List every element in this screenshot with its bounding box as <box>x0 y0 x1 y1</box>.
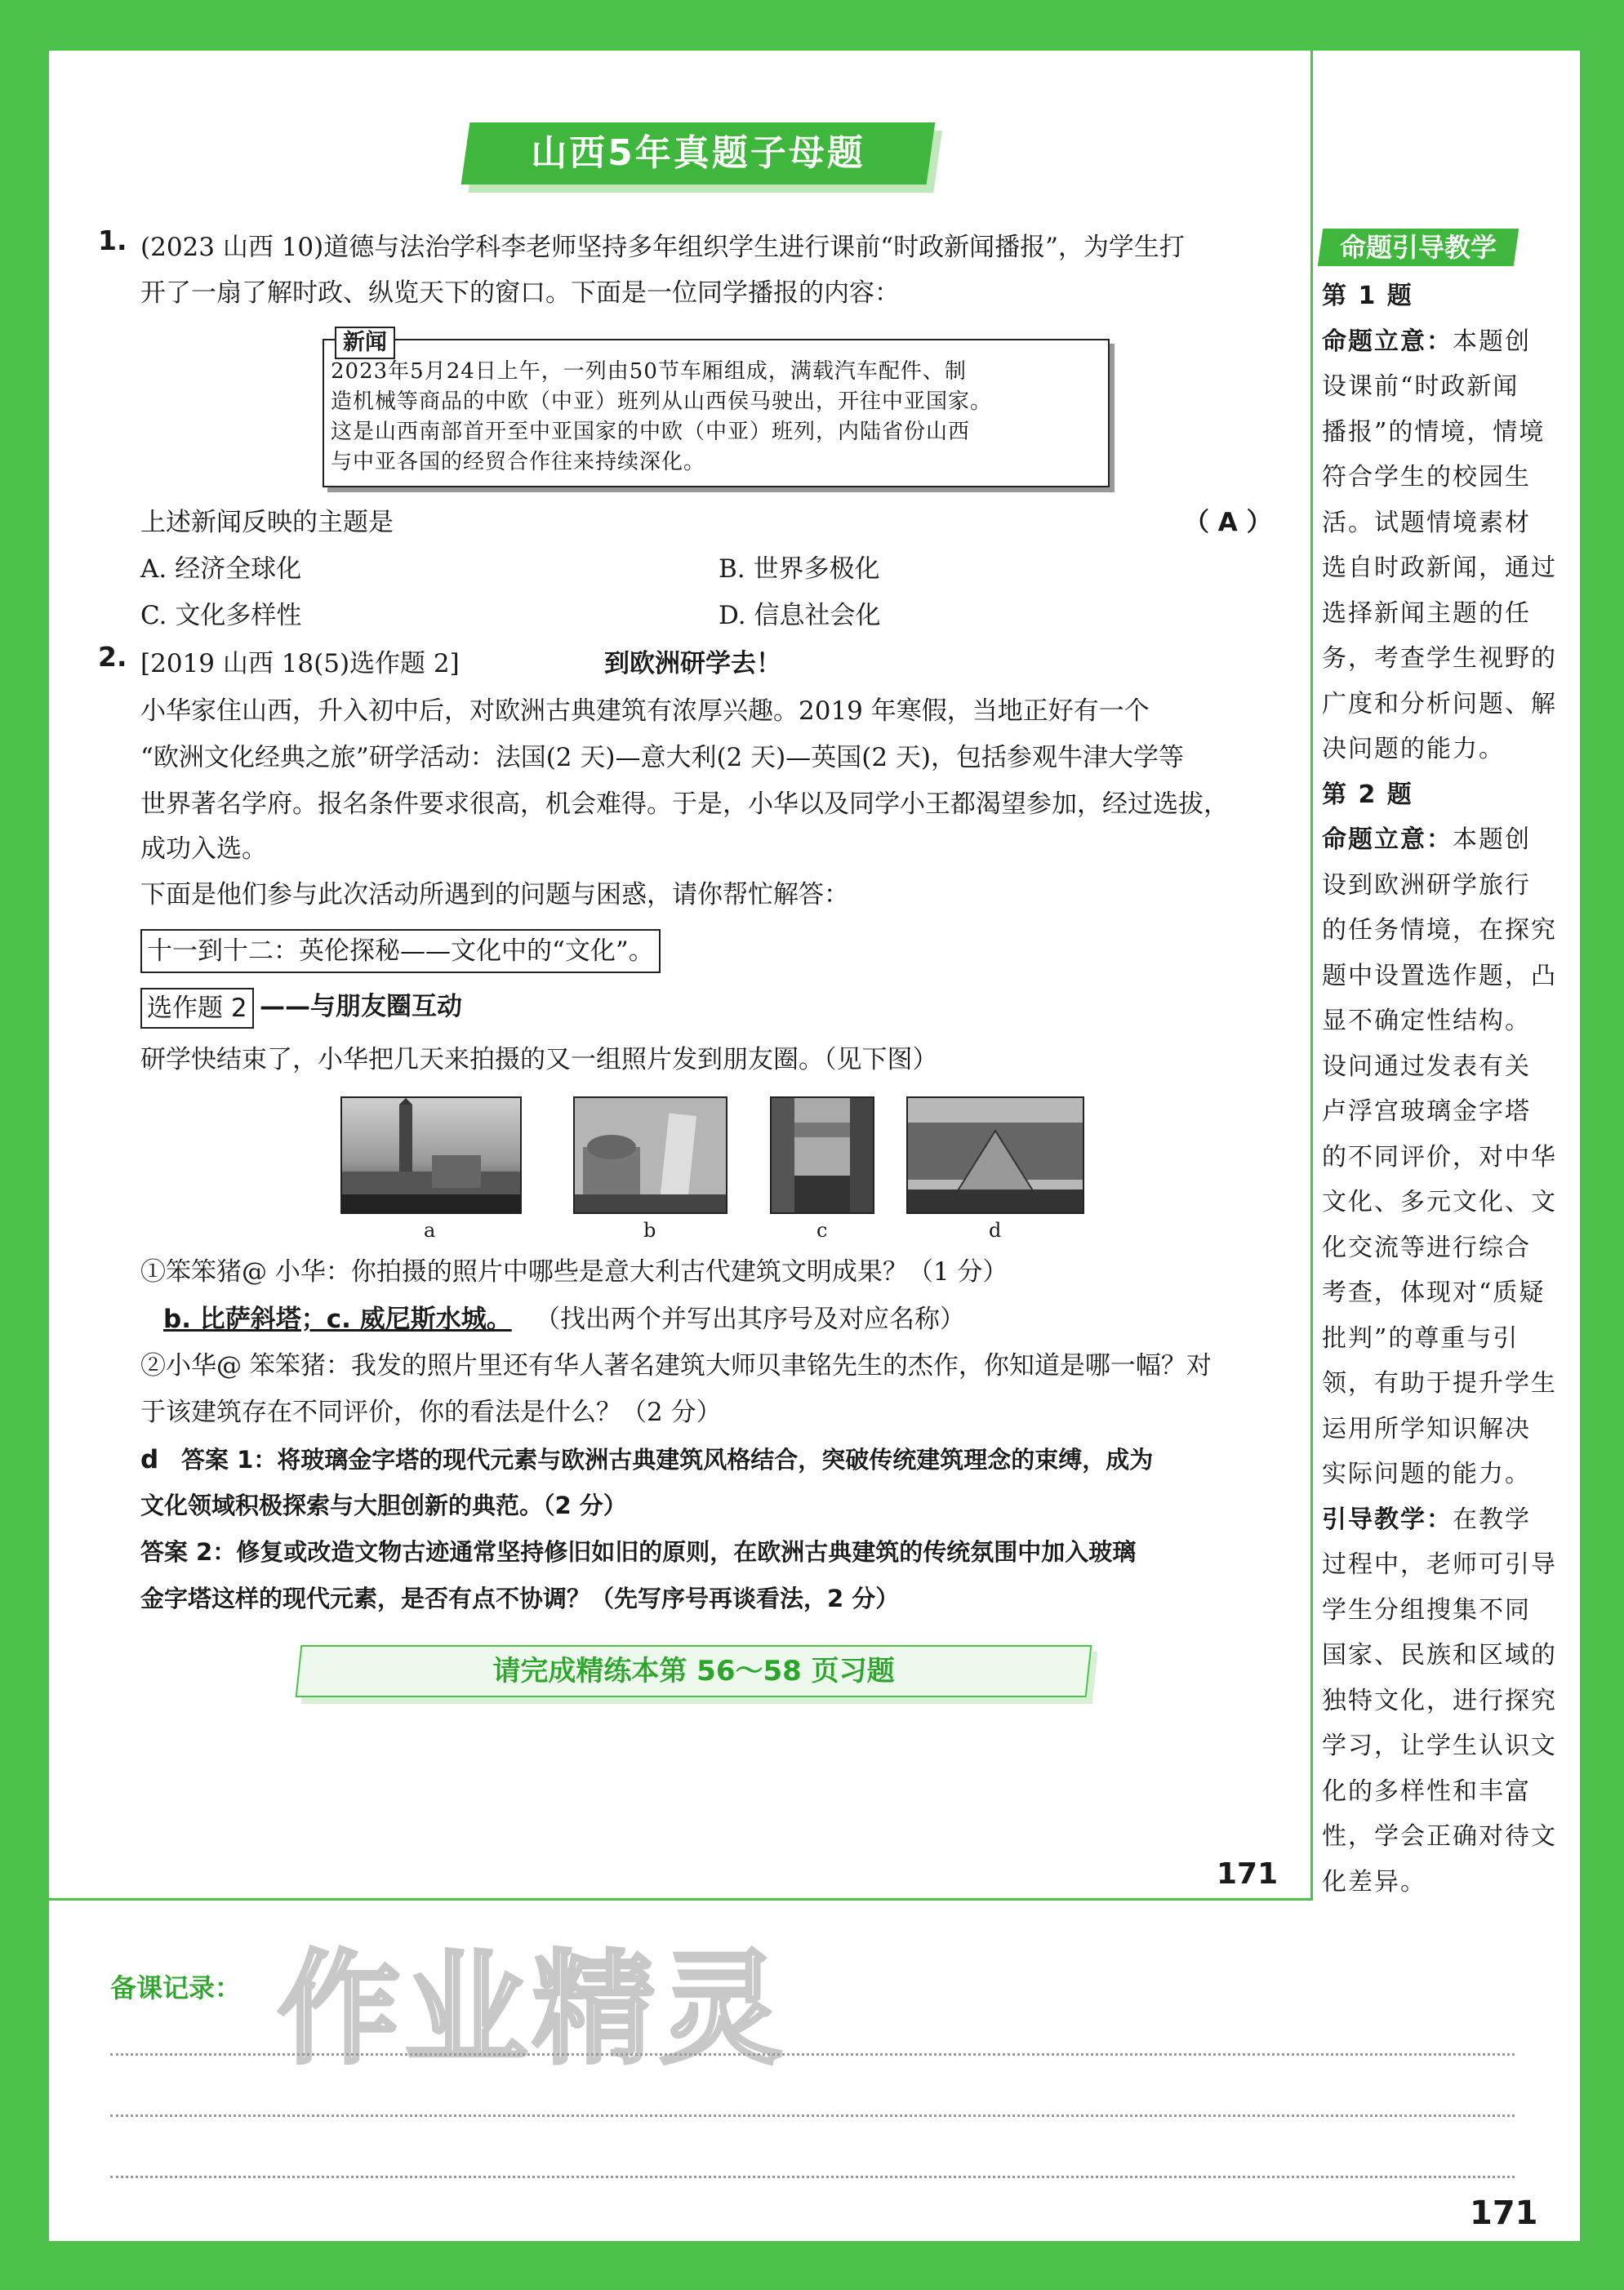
sidebar-line <box>1322 1407 1531 1452</box>
sidebar-line-head: 命题立意： <box>1322 825 1453 854</box>
sidebar-line <box>1322 817 1531 863</box>
frame-bottom <box>0 2241 1624 2290</box>
q2-answer2-line1: 答案 2：修复或改造文物古迹通常坚持修旧如旧的原则，在欧洲古典建筑的传统氛围中加入玻璃 <box>140 1538 1137 1566</box>
sidebar-line-text: 的不同评价，对中华 <box>1322 1142 1557 1172</box>
sidebar-line <box>1322 1679 1557 1724</box>
watermark: 作业精灵 <box>278 1939 788 2081</box>
sidebar-line-text: 化的多样性和丰富 <box>1322 1776 1531 1806</box>
content-bottom-rule <box>49 1898 1313 1901</box>
sidebar-line <box>1322 364 1519 410</box>
sidebar-line-text: 化差异。 <box>1322 1867 1426 1896</box>
sidebar-line <box>1322 455 1531 500</box>
q2-number: 2. <box>98 641 127 673</box>
q1-option-a: A. 经济全球化 <box>140 554 302 584</box>
section-title: 山西5年真题子母题 <box>531 132 865 174</box>
sidebar-title-banner <box>1318 229 1519 266</box>
q1-stem: 上述新闻反映的主题是 <box>140 508 394 537</box>
q2-para-line: 世界著名学府。报名条件要求很高，机会难得。于是，小华以及同学小王都渴望参加，经过选拔， <box>140 789 1229 819</box>
sidebar-line-text: 实际问题的能力。 <box>1322 1460 1531 1488</box>
sidebar-line-text: 考查，体现对“质疑 <box>1322 1278 1546 1307</box>
pisa-tower-image <box>575 1098 726 1212</box>
louvre-pyramid-image <box>908 1098 1083 1212</box>
q1-option-c: C. 文化多样性 <box>140 601 302 630</box>
sidebar-line-text: 化交流等进行综合 <box>1322 1233 1531 1262</box>
frame-right <box>1580 0 1624 2290</box>
sidebar-line <box>1322 1542 1557 1588</box>
q2-question-b-line2: 于该建筑存在不同评价，你的看法是什么？（2 分） <box>140 1398 722 1427</box>
photo-big-ben <box>340 1096 522 1214</box>
notes-line <box>110 2114 1515 2117</box>
sidebar-line-text: 显不确定性结构。 <box>1322 1007 1531 1035</box>
q1-line1: (2023 山西 10)道德与法治学科李老师坚持多年组织学生进行课前“时政新闻播报”，为学生打 <box>140 233 1185 262</box>
sidebar-line-head: 命题立意： <box>1322 327 1453 356</box>
sidebar-line <box>1322 1044 1531 1090</box>
practice-banner-text: 请完成精练本第 56～58 页习题 <box>492 1655 895 1687</box>
q2-source: [2019 山西 18(5)选作题 2] <box>140 649 460 678</box>
sidebar-line <box>1322 319 1531 365</box>
sidebar-line <box>1322 682 1557 727</box>
sidebar-line-text: 题中设置选作题，凸 <box>1322 961 1557 990</box>
photo-venice <box>770 1096 874 1214</box>
q2-intro: 下面是他们参与此次活动所遇到的问题与困惑，请你帮忙解答： <box>140 880 849 909</box>
q2-sub-title: ——与朋友圈互动 <box>260 992 462 1021</box>
sidebar-line-text: 选择新闻主题的任 <box>1322 598 1531 628</box>
page-number-outer: 171 <box>1470 2194 1538 2232</box>
sidebar-line-text: 决问题的能力。 <box>1322 735 1505 763</box>
sidebar-line-head: 第 1 题 <box>1322 282 1413 310</box>
q2-sub-box: 选作题 2 <box>140 988 254 1029</box>
q2-para-line: 小华家住山西，升入初中后，对欧洲古典建筑有浓厚兴趣。2019 年寒假，当地正好有一个 <box>140 696 1150 726</box>
q2-title: 到欧洲研学去！ <box>604 649 781 678</box>
q2-answer1-line1: 答案 1：将玻璃金字塔的现代元素与欧洲古典建筑风格结合，突破传统建筑理念的束缚，成为 <box>181 1446 1154 1474</box>
sidebar-line <box>1322 273 1413 319</box>
sidebar-line <box>1322 545 1557 591</box>
content-right-rule <box>1310 51 1313 1900</box>
q2-answer-a: b. 比萨斜塔；c. 威尼斯水城。 <box>163 1305 512 1334</box>
sidebar-line <box>1322 908 1557 954</box>
q2-question-b-line1: ②小华@ 笨笨猪：我发的照片里还有华人著名建筑大师贝聿铭先生的杰作，你知道是哪一幅？对 <box>140 1351 1212 1381</box>
sidebar-line <box>1322 1633 1557 1679</box>
notes-line <box>110 2176 1515 2178</box>
sidebar-line-text: 选自时政新闻，通过 <box>1322 554 1557 582</box>
section-title-banner <box>461 122 936 185</box>
news-line: 2023年5月24日上午，一列由50节车厢组成，满载汽车配件、制 <box>331 359 967 384</box>
q1-answer: （ A ） <box>1184 508 1272 537</box>
sidebar-line <box>1322 1497 1531 1543</box>
sidebar-line-text: 本题创 <box>1453 327 1531 356</box>
q2-answer1-line2: 文化领域积极探索与大胆创新的典范。（2 分） <box>140 1492 627 1519</box>
sidebar-line-text: 性，学会正确对待文 <box>1322 1822 1557 1851</box>
sidebar-line <box>1322 636 1557 682</box>
sidebar-title: 命题引导教学 <box>1339 232 1497 263</box>
q1-line2: 开了一扇了解时政、纵览天下的窗口。下面是一位同学播报的内容： <box>140 278 900 308</box>
sidebar-line <box>1322 1089 1531 1135</box>
photo-label-d: d <box>989 1219 1002 1242</box>
sidebar-line-text: 设问通过发表有关 <box>1322 1052 1531 1081</box>
photo-label-c: c <box>816 1219 828 1242</box>
notes-line <box>110 2053 1515 2056</box>
sidebar-line <box>1322 954 1557 999</box>
sidebar-line <box>1322 1814 1557 1860</box>
frame-top <box>0 0 1624 51</box>
sidebar-line-text: 学习，让学生认识文 <box>1322 1732 1557 1760</box>
sidebar-line <box>1322 1769 1531 1815</box>
photo-louvre-pyramid <box>906 1096 1084 1214</box>
q2-answer-d: d <box>140 1445 159 1474</box>
q1-number: 1. <box>98 225 127 256</box>
sidebar-line-text: 运用所学知识解决 <box>1322 1414 1531 1443</box>
q2-answer2-line2: 金字塔这样的现代元素，是否有点不协调？（先写序号再谈看法，2 分） <box>140 1585 900 1612</box>
practice-banner <box>296 1645 1092 1697</box>
q2-para-line: “欧洲文化经典之旅”研学活动：法国(2 天)—意大利(2 天)—英国(2 天)，包括参观牛津大学等 <box>140 743 1184 772</box>
big-ben-image <box>342 1098 520 1212</box>
sidebar-line <box>1322 1225 1531 1271</box>
sidebar-line-head: 第 2 题 <box>1322 780 1413 809</box>
sidebar-line <box>1322 500 1531 546</box>
sidebar-line-text: 卢浮宫玻璃金字塔 <box>1322 1097 1531 1126</box>
sidebar-line-text: 播报”的情境，情境 <box>1322 417 1546 447</box>
sidebar-line <box>1322 1270 1545 1316</box>
sidebar-line-text: 批判”的尊重与引 <box>1322 1323 1519 1353</box>
photo-label-b: b <box>643 1219 656 1242</box>
q2-section-box: 十一到十二：英伦探秘——文化中的“文化”。 <box>140 929 661 973</box>
q1-option-b: B. 世界多极化 <box>719 554 880 584</box>
news-line: 造机械等商品的中欧（中亚）班列从山西侯马驶出，开往中亚国家。 <box>331 389 993 414</box>
sidebar-line-text: 国家、民族和区域的 <box>1322 1641 1557 1670</box>
sidebar-line <box>1322 1361 1557 1407</box>
sidebar-line-text: 独特文化，进行探究 <box>1322 1686 1557 1715</box>
sidebar-line-head: 引导教学： <box>1322 1505 1453 1534</box>
news-tag: 新闻 <box>335 327 395 359</box>
sidebar-line-text: 本题创 <box>1453 825 1531 854</box>
sidebar-line-text: 设到欧洲研学旅行 <box>1322 870 1531 900</box>
sidebar-line <box>1322 410 1545 456</box>
sidebar-line <box>1322 863 1531 909</box>
sidebar-line-text: 领，有助于提升学生 <box>1322 1369 1557 1398</box>
frame-left <box>0 0 49 2290</box>
photo-pisa-tower <box>573 1096 727 1214</box>
news-line: 这是山西南部首开至中亚国家的中欧（中亚）班列，内陆省份山西 <box>331 420 971 444</box>
sidebar-line-text: 在教学 <box>1453 1505 1531 1534</box>
sidebar-line <box>1322 1588 1531 1634</box>
q1-option-d: D. 信息社会化 <box>719 601 881 630</box>
sidebar-line <box>1322 1135 1557 1181</box>
news-line: 与中亚各国的经贸合作往来持续深化。 <box>331 450 706 474</box>
photo-label-a: a <box>424 1219 436 1242</box>
sidebar-line <box>1322 1452 1531 1497</box>
sidebar-line <box>1322 1860 1426 1905</box>
sidebar-line <box>1322 1316 1519 1362</box>
q2-answer-a-hint: （找出两个并写出其序号及对应名称） <box>535 1305 965 1334</box>
sidebar-line-text: 广度和分析问题、解 <box>1322 689 1557 718</box>
sidebar-line-text: 务，考查学生视野的 <box>1322 644 1557 673</box>
sidebar-line <box>1322 727 1505 772</box>
q2-para-line: 成功入选。 <box>140 834 267 864</box>
sidebar-line <box>1322 1180 1557 1225</box>
sidebar-line <box>1322 591 1531 637</box>
sidebar-line-text: 过程中，老师可引导 <box>1322 1550 1557 1579</box>
sidebar-line-text: 符合学生的校园生 <box>1322 463 1531 491</box>
q2-question-a: ①笨笨猪@ 小华：你拍摄的照片中哪些是意大利古代建筑文明成果？（1 分） <box>140 1257 1008 1287</box>
sidebar-line-text: 活。试题情境素材 <box>1322 508 1531 537</box>
sidebar-line <box>1322 998 1531 1044</box>
sidebar-line <box>1322 772 1413 818</box>
q2-photo-intro: 研学快结束了，小华把几天来拍摄的又一组照片发到朋友圈。（见下图） <box>140 1045 938 1074</box>
notes-label: 备课记录： <box>110 1972 242 2003</box>
sidebar-line-text: 文化、多元文化、文 <box>1322 1188 1557 1216</box>
sidebar-line-text: 设课前“时政新闻 <box>1322 372 1519 401</box>
venice-image <box>772 1098 873 1212</box>
sidebar-line-text: 的任务情境，在探究 <box>1322 916 1557 945</box>
sidebar-line <box>1322 1723 1557 1769</box>
sidebar-line-text: 学生分组搜集不同 <box>1322 1595 1531 1625</box>
page-number-inner: 171 <box>1217 1857 1279 1891</box>
